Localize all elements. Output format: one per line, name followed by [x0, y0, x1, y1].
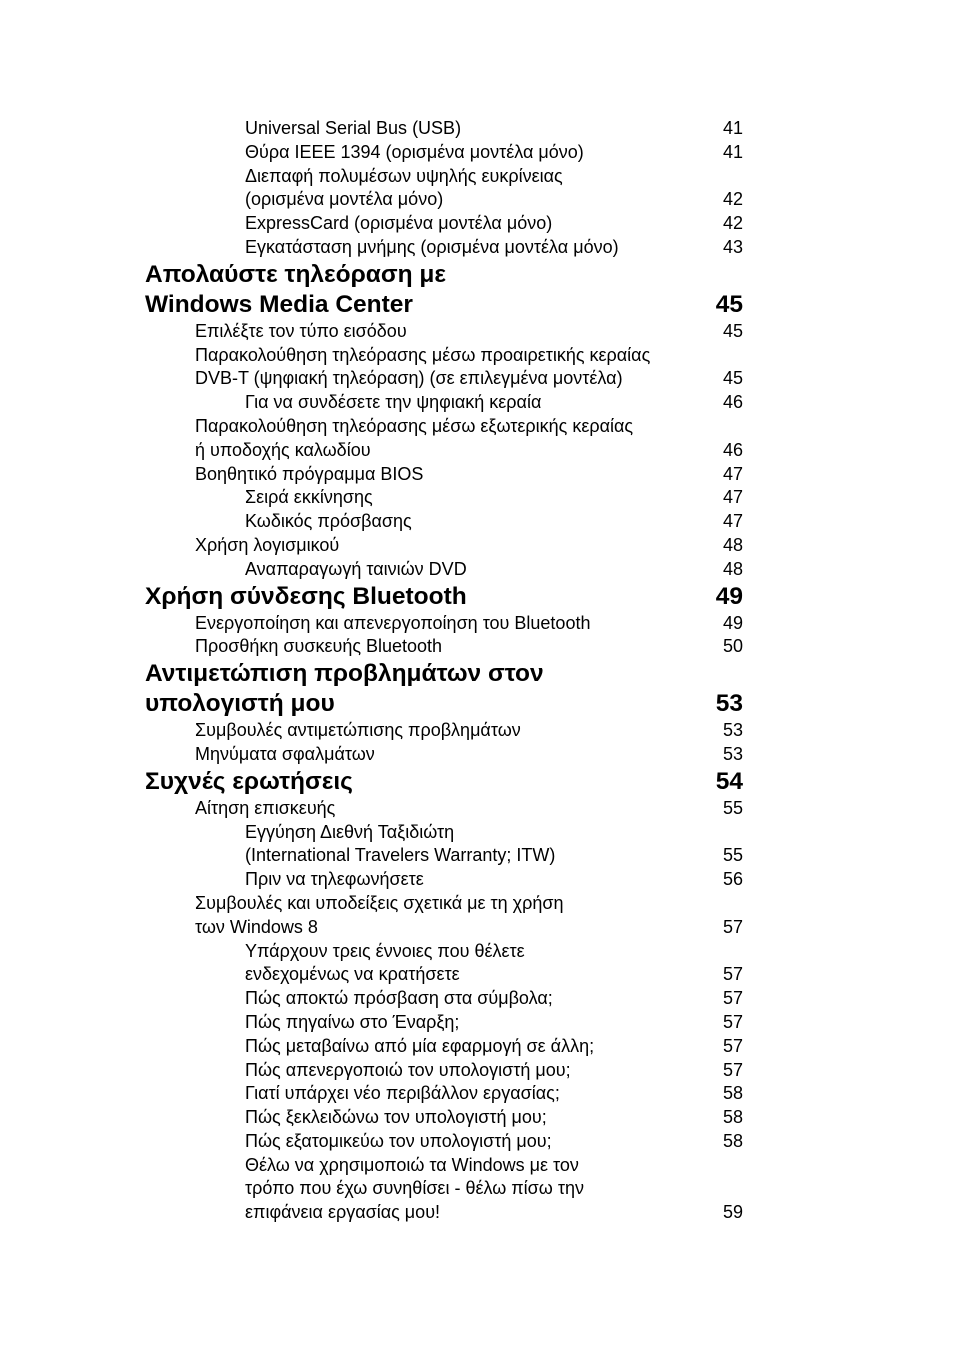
- toc-page-number: 41: [722, 118, 743, 138]
- toc-entry-line: [0, 987, 954, 1011]
- toc-entry[interactable]: [0, 940, 954, 988]
- toc-entry[interactable]: [0, 236, 954, 260]
- toc-entry-title: Διεπαφή πολυμέσων υψηλής ευκρίνειας: [245, 165, 563, 186]
- toc-entry[interactable]: [0, 892, 954, 940]
- toc-entry[interactable]: [0, 463, 954, 487]
- toc-entry[interactable]: [0, 1106, 954, 1130]
- toc-entry-title: Χρήση λογισμικού: [195, 534, 340, 555]
- toc-entry-line: [0, 797, 954, 821]
- toc-entry-line: [0, 689, 954, 719]
- toc-chapter-entry[interactable]: [0, 659, 954, 719]
- toc-page-number: 46: [722, 439, 743, 460]
- toc-entry-line: [0, 486, 954, 510]
- toc-entry-title: Μηνύματα σφαλμάτων: [195, 743, 375, 764]
- toc-entry-title: Universal Serial Bus (USB): [245, 118, 462, 138]
- toc-entry-line: [0, 344, 954, 368]
- toc-entry-line: [0, 558, 954, 582]
- toc-entry-line: [0, 236, 954, 260]
- toc-page-number: 48: [722, 534, 743, 555]
- toc-entry-line: [0, 963, 954, 987]
- toc-chapter-entry[interactable]: [0, 767, 954, 797]
- toc-entry-title: Αίτηση επισκευής: [195, 797, 336, 818]
- toc-entry-line: [0, 141, 954, 165]
- toc-entry[interactable]: [0, 1082, 954, 1106]
- toc-entry[interactable]: [0, 612, 954, 636]
- toc-page-number: 57: [722, 964, 743, 985]
- toc-entry-title: Κωδικός πρόσβασης: [245, 511, 412, 532]
- toc-entry-title: Θύρα IEEE 1394 (ορισμένα μοντέλα μόνο): [245, 141, 584, 162]
- toc-entry-line: [0, 260, 954, 290]
- toc-entry-line: [0, 1201, 954, 1225]
- toc-entry[interactable]: [0, 141, 954, 165]
- toc-entry-line: [0, 212, 954, 236]
- toc-entry[interactable]: [0, 391, 954, 415]
- toc-page-number: 57: [722, 1011, 743, 1032]
- toc-entry-title: Προσθήκη συσκευής Bluetooth: [195, 636, 443, 657]
- toc-page-number: 49: [715, 582, 743, 610]
- toc-entry-title: (International Travelers Warranty; ITW): [245, 845, 556, 866]
- toc-entry-title: Windows Media Center: [145, 290, 413, 318]
- toc-entry[interactable]: [0, 212, 954, 236]
- toc-page-number: 45: [722, 368, 743, 389]
- toc-page-number: 55: [722, 797, 743, 818]
- toc-entry-title: Χρήση σύνδεσης Bluetooth: [145, 582, 467, 610]
- toc-entry-title: των Windows 8: [195, 916, 318, 937]
- toc-page-number: 47: [722, 463, 743, 484]
- toc-entry-title: Πριν να τηλεφωνήσετε: [245, 869, 424, 890]
- toc-entry-line: [0, 463, 954, 487]
- toc-entry-line: [0, 1106, 954, 1130]
- toc-entry-title: Θέλω να χρησιμοποιώ τα Windows με τον: [245, 1154, 579, 1175]
- toc-page-number: 55: [722, 845, 743, 866]
- toc-page-number: 53: [722, 720, 743, 741]
- toc-entry-title: Πώς εξατομικεύω τον υπολογιστή μου;: [245, 1130, 552, 1151]
- toc-entry-title: Για να συνδέσετε την ψηφιακή κεραία: [245, 392, 542, 413]
- toc-entry-title: Πώς ξεκλειδώνω τον υπολογιστή μου;: [245, 1107, 547, 1128]
- toc-page-number: 53: [722, 743, 743, 764]
- toc-entry-title: Γιατί υπάρχει νέο περιβάλλον εργασίας;: [245, 1083, 560, 1104]
- toc-entry-line: [0, 719, 954, 743]
- toc-page-number: 49: [722, 612, 743, 633]
- toc-entry-line: [0, 1082, 954, 1106]
- toc-page-number: 41: [722, 141, 743, 162]
- toc-entry-title: Εγγύηση Διεθνή Ταξιδιώτη: [245, 821, 455, 842]
- toc-entry-title: Αναπαραγωγή ταινιών DVD: [245, 558, 467, 579]
- toc-entry[interactable]: [0, 320, 954, 344]
- toc-entry-title: Πώς πηγαίνω στο Έναρξη;: [245, 1011, 460, 1032]
- toc-entry-line: [0, 534, 954, 558]
- toc-entry-line: [0, 367, 954, 391]
- toc-page-number: 50: [722, 636, 743, 657]
- toc-entry[interactable]: [0, 558, 954, 582]
- toc-entry[interactable]: [0, 719, 954, 743]
- toc-entry-line: [0, 439, 954, 463]
- toc-chapter-entry[interactable]: [0, 260, 954, 320]
- toc-entry-line: [0, 1059, 954, 1083]
- toc-entry-line: [0, 415, 954, 439]
- toc-entry[interactable]: [0, 1011, 954, 1035]
- toc-page-number: 42: [722, 189, 743, 210]
- toc-entry[interactable]: [0, 534, 954, 558]
- toc-entry-title: Εγκατάσταση μνήμης (ορισμένα μοντέλα μόνο): [245, 236, 619, 257]
- toc-entry-title: υπολογιστή μου: [145, 690, 335, 718]
- toc-entry-line: [0, 165, 954, 189]
- toc-entry-title: DVB-T (ψηφιακή τηλεόραση) (σε επιλεγμένα μοντέλα): [195, 368, 623, 389]
- toc-chapter-entry[interactable]: [0, 582, 954, 612]
- toc-entry-title: (ορισμένα μοντέλα μόνο): [245, 189, 444, 210]
- toc-page-number: 57: [722, 1059, 743, 1080]
- toc-entry[interactable]: [0, 1130, 954, 1154]
- toc-entry[interactable]: [0, 868, 954, 892]
- toc-page-number: 58: [722, 1130, 743, 1151]
- toc-entry-line: [0, 510, 954, 534]
- toc-entry-title: Παρακολούθηση τηλεόρασης μέσω εξωτερικής κεραίας: [195, 415, 634, 436]
- toc-entry-title: ExpressCard (ορισμένα μοντέλα μόνο): [245, 213, 553, 234]
- toc-page-number: 42: [722, 213, 743, 234]
- toc-entry-title: Απολαύστε τηλεόραση με: [145, 260, 446, 288]
- toc-entry[interactable]: [0, 987, 954, 1011]
- toc-page-number: 47: [722, 511, 743, 532]
- toc-page-number: 59: [722, 1202, 743, 1223]
- toc-entry-line: [0, 821, 954, 845]
- toc-entry-line: [0, 290, 954, 320]
- toc-entry[interactable]: [0, 510, 954, 534]
- toc-entry[interactable]: [0, 117, 954, 141]
- toc-page-number: 43: [722, 236, 743, 257]
- toc-page-number: 58: [722, 1107, 743, 1128]
- toc-entry[interactable]: [0, 635, 954, 659]
- toc-entry-line: [0, 1130, 954, 1154]
- toc-entry-line: [0, 612, 954, 636]
- toc-entry[interactable]: [0, 1035, 954, 1059]
- toc-entry-title: Βοηθητικό πρόγραμμα BIOS: [195, 463, 424, 484]
- toc-page-number: 46: [722, 392, 743, 413]
- toc-entry[interactable]: [0, 415, 954, 463]
- toc-entry-line: [0, 320, 954, 344]
- toc-entry[interactable]: [0, 743, 954, 767]
- toc-entry-title: Συμβουλές και υποδείξεις σχετικά με τη χρήση: [195, 892, 564, 913]
- toc-page-number: 54: [715, 767, 743, 795]
- toc-entry[interactable]: [0, 344, 954, 392]
- toc-entry-title: ενδεχομένως να κρατήσετε: [245, 964, 460, 985]
- toc-page-number: 57: [722, 988, 743, 1009]
- toc-entry-line: [0, 940, 954, 964]
- toc-entry[interactable]: [0, 797, 954, 821]
- toc-page-number: 47: [722, 487, 743, 508]
- toc-entry-line: [0, 916, 954, 940]
- toc-page-number: 57: [722, 916, 743, 937]
- toc-entry-line: [0, 868, 954, 892]
- toc-entry-title: Πώς μεταβαίνω από μία εφαρμογή σε άλλη;: [245, 1035, 595, 1056]
- toc-entry-title: Συμβουλές αντιμετώπισης προβλημάτων: [195, 720, 521, 741]
- toc-page-number: 58: [722, 1083, 743, 1104]
- toc-entry-title: Πώς απενεργοποιώ τον υπολογιστή μου;: [245, 1059, 571, 1080]
- toc-page-number: 53: [715, 690, 743, 718]
- toc-entry-line: [0, 582, 954, 612]
- toc-entry-line: [0, 1011, 954, 1035]
- toc-page-number: 45: [722, 320, 743, 341]
- toc-entry[interactable]: [0, 821, 954, 869]
- toc-entry[interactable]: [0, 1059, 954, 1083]
- toc-entry-line: [0, 188, 954, 212]
- toc-entry-title: τρόπο που έχω συνηθίσει - θέλω πίσω την: [245, 1178, 584, 1199]
- toc-entry-title: Ενεργοποίηση και απενεργοποίηση του Bluetooth: [195, 612, 591, 633]
- toc-entry-title: ή υποδοχής καλωδίου: [195, 439, 371, 460]
- table-of-contents: [0, 117, 954, 1225]
- toc-entry-line: [0, 1177, 954, 1201]
- toc-entry[interactable]: [0, 165, 954, 213]
- toc-entry-line: [0, 1035, 954, 1059]
- toc-page-number: 57: [722, 1035, 743, 1056]
- toc-entry-title: Επιλέξτε τον τύπο εισόδου: [195, 320, 407, 341]
- toc-entry-line: [0, 635, 954, 659]
- toc-page-number: 48: [722, 558, 743, 579]
- toc-entry-line: [0, 659, 954, 689]
- toc-entry-line: [0, 767, 954, 797]
- toc-page-number: 45: [715, 290, 743, 318]
- toc-entry-title: Σειρά εκκίνησης: [245, 487, 373, 508]
- toc-entry[interactable]: [0, 1154, 954, 1225]
- toc-entry-line: [0, 844, 954, 868]
- toc-entry-line: [0, 117, 954, 141]
- toc-entry-title: επιφάνεια εργασίας μου!: [245, 1202, 441, 1223]
- toc-entry-title: Παρακολούθηση τηλεόρασης μέσω προαιρετικής κεραίας: [195, 344, 651, 365]
- toc-entry-line: [0, 391, 954, 415]
- toc-entry-title: Υπάρχουν τρεις έννοιες που θέλετε: [245, 940, 525, 961]
- toc-entry-line: [0, 892, 954, 916]
- toc-entry-title: Συχνές ερωτήσεις: [145, 767, 353, 795]
- toc-entry-title: Αντιμετώπιση προβλημάτων στον: [145, 660, 544, 688]
- toc-entry[interactable]: [0, 486, 954, 510]
- toc-page-number: 56: [722, 869, 743, 890]
- toc-entry-title: Πώς αποκτώ πρόσβαση στα σύμβολα;: [245, 988, 553, 1009]
- toc-entry-line: [0, 743, 954, 767]
- toc-entry-line: [0, 1154, 954, 1178]
